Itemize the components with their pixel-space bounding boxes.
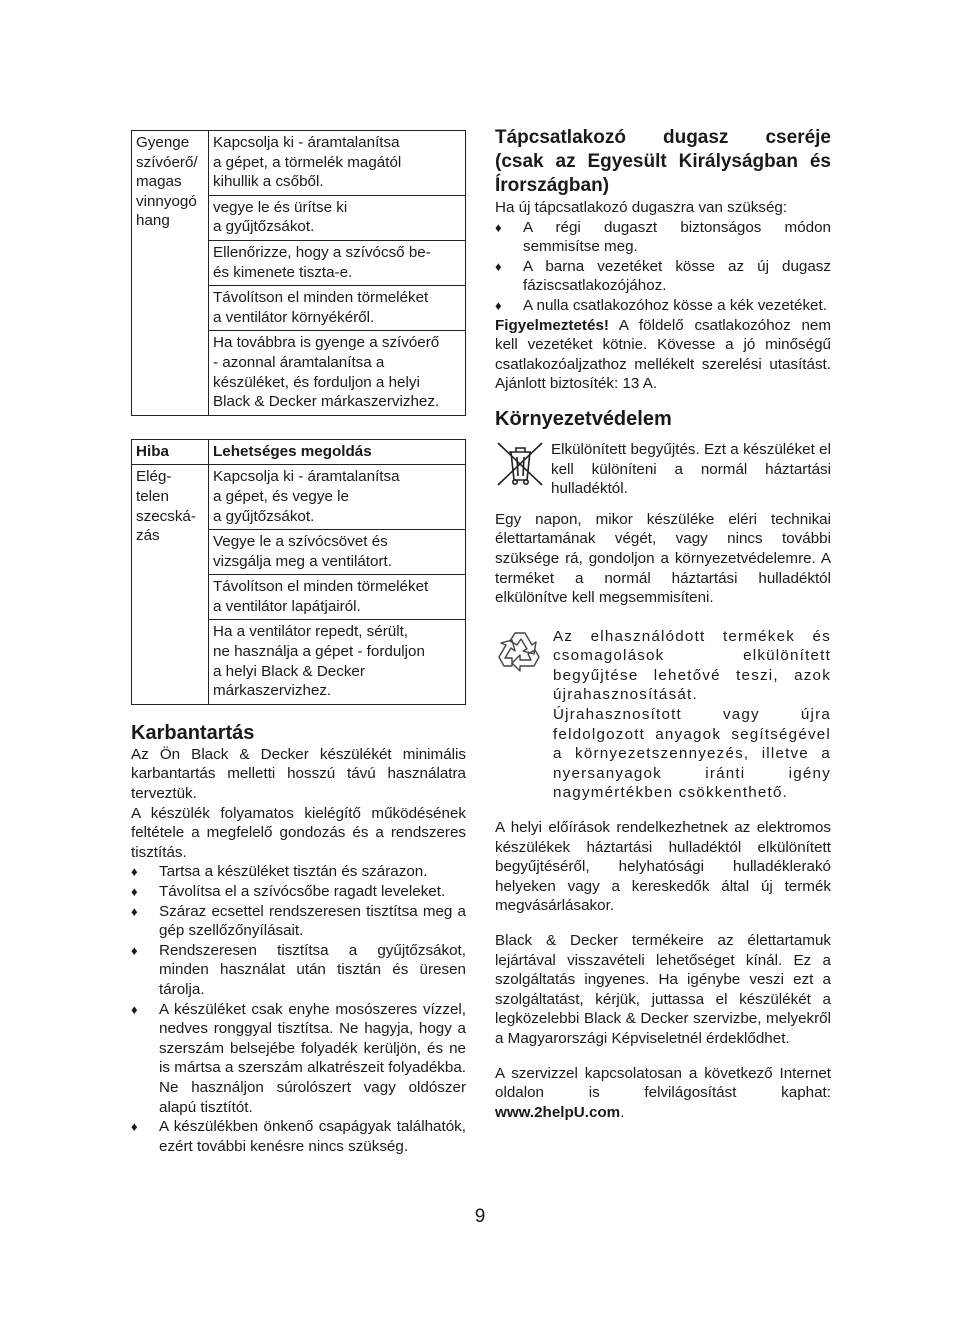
warning-text: A földelő csatlakozóhoz nem kell vezetéket kötnie. Kövesse a jó minőségű csatlakozóaljzathoz mellékelt szerelési utasítást. Ajánlott biztosíték: 13 A. bbox=[495, 316, 831, 393]
list-item: ♦ Tartsa a készüléket tisztán és szárazon. bbox=[131, 862, 466, 882]
maintenance-heading: Karbantartás bbox=[131, 721, 255, 744]
header-problem: Hiba bbox=[132, 439, 209, 465]
page-number: 9 bbox=[474, 1206, 486, 1227]
table-header-row bbox=[132, 439, 466, 465]
maintenance-paragraph: A készülék folyamatos kielégítő működésének feltétele a megfelelő gondozás és a rendszeres tisztítás. bbox=[131, 804, 466, 861]
problem-text: vinnyogó bbox=[136, 192, 197, 210]
solution-item bbox=[209, 286, 465, 331]
problem-text: hang bbox=[136, 212, 170, 230]
solution-text: Ha továbbra is gyenge a szívóerő bbox=[213, 334, 440, 352]
solution-item bbox=[209, 575, 465, 620]
troubleshooting-table-1 bbox=[131, 130, 466, 416]
right-column bbox=[495, 126, 831, 1122]
solution-cell bbox=[209, 131, 466, 416]
problem-cell bbox=[132, 131, 209, 416]
solution-text: Ha a ventilátor repedt, sérült, bbox=[213, 623, 409, 641]
env-paragraph: A helyi előírások rendelkezhetnek az elektromos készülékek háztartási hulladéktól elkülönített begyűjtéséről, helyhatósági hulladéklerakó helyeken vagy a kereskedők által új termék megvásárlásakor. bbox=[495, 819, 831, 915]
solution-cell bbox=[209, 465, 466, 705]
problem-text: szecská- bbox=[136, 507, 196, 525]
list-item: ♦ Száraz ecsettel rendszeresen tisztítsa meg a gép szellőzőnyílásait. bbox=[131, 902, 466, 941]
solution-text: Távolítson el minden törmeléket bbox=[213, 578, 429, 596]
solution-text: Black & Decker márkaszervizhez. bbox=[213, 393, 440, 411]
env-paragraph bbox=[495, 1064, 831, 1123]
solution-text: vegye le és ürítse ki bbox=[213, 198, 348, 216]
solution-item bbox=[209, 530, 465, 575]
solution-item bbox=[209, 241, 465, 286]
list-item: ♦ A régi dugaszt biztonságos módon semmisítse meg. bbox=[495, 218, 831, 257]
solution-text: a helyi Black & Decker bbox=[213, 662, 365, 680]
troubleshooting-table-2 bbox=[131, 439, 466, 705]
recycle-icon bbox=[495, 627, 553, 683]
recycle-text bbox=[553, 627, 831, 803]
solution-text: a gyűjtőzsákot. bbox=[213, 507, 315, 525]
list-item: ♦ A barna vezetéket kösse az új dugasz fáziscsatlakozójához. bbox=[495, 257, 831, 296]
maintenance-paragraph: Az Ön Black & Decker készülékét minimális karbantartás melletti hosszú távú használatra terveztük. bbox=[131, 745, 466, 803]
list-item: ♦ A készülékben önkenő csapágyak találhatók, ezért további kenésre nincs szükség. bbox=[131, 1117, 466, 1156]
table-row bbox=[132, 465, 466, 705]
problem-text: magas bbox=[136, 173, 182, 191]
plug-heading-line: (csak az Egyesült Királyságban és bbox=[495, 151, 831, 172]
warning-label: Figyelmeztetés! bbox=[495, 316, 609, 334]
environment-heading: Környezetvédelem bbox=[495, 407, 672, 430]
list-item: ♦ Rendszeresen tisztítsa a gyűjtőzsákot, minden használat után tisztán és üresen tárolja. bbox=[131, 941, 466, 1000]
solution-text: vizsgálja meg a ventilátort. bbox=[213, 552, 392, 570]
problem-text: szívóerő/ bbox=[136, 153, 198, 171]
problem-cell bbox=[132, 465, 209, 705]
solution-text: Vegye le a szívócsövet és bbox=[213, 533, 388, 551]
recycle-text-content: Az elhasználódott termékek és csomagolások elkülönített begyűjtése lehetővé teszi, azok újrahasznosítását. Újrahasznosított vagy újra feldolgozott anyagok segítségével a környezetszennyezés, illetve a nyersanyagok iránti igény nagymértékben csökkenthető. bbox=[553, 627, 831, 802]
solution-item bbox=[209, 331, 465, 414]
plug-heading bbox=[495, 126, 831, 198]
service-text-end: . bbox=[620, 1103, 625, 1121]
problem-text: telen bbox=[136, 487, 169, 505]
solution-text: a gépet, és vegye le bbox=[213, 487, 349, 505]
problem-text: Gyenge bbox=[136, 134, 190, 151]
plug-warning bbox=[495, 316, 831, 394]
solution-item bbox=[209, 131, 465, 196]
list-item: ♦ A nulla csatlakozóhoz kösse a kék vezetéket. bbox=[495, 296, 831, 316]
solution-item bbox=[209, 620, 465, 703]
header-solution: Lehetséges megoldás bbox=[209, 439, 466, 465]
weee-block bbox=[495, 440, 831, 499]
solution-text: a gyűjtőzsákot. bbox=[213, 218, 315, 236]
solution-text: és kimenete tiszta-e. bbox=[213, 263, 353, 281]
solution-item bbox=[209, 465, 465, 530]
plug-list bbox=[495, 218, 831, 316]
solution-text: készüléket, és forduljon a helyi bbox=[213, 373, 420, 391]
left-column bbox=[131, 130, 466, 1156]
weee-text: Elkülönített begyűjtés. Ezt a készüléket el kell különíteni a normál háztartási hulladéktól. bbox=[551, 440, 831, 498]
problem-text: Elég- bbox=[136, 468, 172, 486]
solution-text: ne használja a gépet - forduljon bbox=[213, 643, 425, 661]
solution-text: márkaszervizhez. bbox=[213, 682, 332, 700]
recycle-block bbox=[495, 627, 831, 803]
solution-text: a ventilátor környékéről. bbox=[213, 308, 375, 326]
solution-text: Ellenőrizze, hogy a szívócső be- bbox=[213, 243, 431, 261]
solution-text: a ventilátor lapátjairól. bbox=[213, 597, 361, 615]
list-item: ♦ A készüléket csak enyhe mosószeres vízzel, nedves ronggyal tisztítsa. Ne hagyja, hogy a szerszám belsejébe folyadék kerüljön, és ne is mártsa a szerszám alkatrészeit folyadékba. Ne használjon súrolószert vagy oldószer alapú tisztítót. bbox=[131, 1000, 466, 1118]
plug-heading-line: Tápcsatlakozó dugasz cseréje bbox=[495, 127, 831, 148]
solution-text: a gépet, a törmelék magától bbox=[213, 153, 402, 171]
service-link[interactable]: www.2helpU.com bbox=[495, 1103, 621, 1121]
list-item: ♦ Távolítsa el a szívócsőbe ragadt leveleket. bbox=[131, 882, 466, 902]
env-paragraph: Black & Decker termékeire az élettartamuk lejártával visszavételi lehetőséget kínál. Ez a szolgáltatás ingyenes. Ha igénybe veszi ezt a szolgáltatást, kérjük, juttassa el készülékét a legközelebbi Black & Decker szervizbe, melyekről a Magyarországi Képviseletnél érdeklődhet. bbox=[495, 932, 831, 1047]
env-paragraph: Egy napon, mikor készüléke eléri technikai élettartamának végét, vagy nincs további szüksége rá, gondoljon a környezetvédelemre. A terméket a normál háztartási hulladéktól elkülönítve kell megsemmisíteni. bbox=[495, 510, 831, 607]
table-row bbox=[132, 131, 466, 416]
solution-item bbox=[209, 196, 465, 241]
solution-text: Kapcsolja ki - áramtalanítsa bbox=[213, 468, 400, 486]
solution-text: kihullik a csőből. bbox=[213, 173, 324, 191]
service-text: A szervizzel kapcsolatosan a következő Internet oldalon is felvilágosítást kaphat: bbox=[495, 1064, 831, 1102]
crossed-out-bin-icon bbox=[495, 440, 551, 494]
plug-intro: Ha új tápcsatlakozó dugaszra van szükség: bbox=[495, 199, 788, 216]
solution-text: Kapcsolja ki - áramtalanítsa bbox=[213, 134, 400, 151]
maintenance-list bbox=[131, 862, 466, 1156]
solution-text: - azonnal áramtalanítsa a bbox=[213, 353, 385, 371]
problem-text: zás bbox=[136, 527, 160, 545]
solution-text: Távolítson el minden törmeléket bbox=[213, 289, 429, 307]
plug-heading-line: Írországban) bbox=[495, 175, 610, 196]
